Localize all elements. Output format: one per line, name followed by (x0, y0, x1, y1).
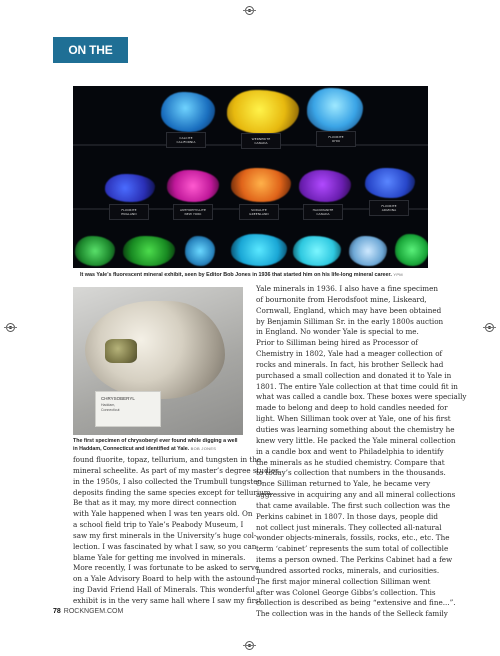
article-line: to today’s collection that numbers in the thousands. (256, 468, 446, 478)
article-line: Once Silliman returned to Yale, he became very (256, 479, 431, 489)
top-photo-caption (80, 271, 440, 279)
article-line: found fluorite, topaz, tellurium, and tungsten in the (73, 455, 262, 464)
article-line: on a Yale Advisory Board to help with the astound- (73, 574, 258, 584)
article-line: purchased a small collection and donated it to Yale in (256, 370, 452, 380)
article-line: blame Yale for getting me involved in minerals. (73, 552, 246, 562)
article-line: not collect just minerals. They collected all-natural (256, 522, 442, 532)
specimen-card-line-1: Haddam, (101, 403, 116, 407)
registration-mark-left (6, 323, 15, 332)
article-line: what was called a candle box. These boxes were specially (256, 392, 467, 402)
article-line: More recently, I was fortunate to be asked to serve (73, 563, 260, 573)
exhibit-label-6: SODALITE GREENLAND (249, 208, 269, 216)
article-line: knew very little. He packed the Yale mineral collection (256, 435, 456, 445)
exhibit-label-5: ANTHOPHYLLITE NEW YORK (180, 208, 206, 216)
article-line: Cornwall, England, which may have been obtained (256, 305, 442, 315)
footer-site: ROCKNGEM.COM (63, 608, 124, 615)
exhibit-label-8: FLUORITE ARIZONA (381, 204, 397, 212)
article-right-column (256, 284, 467, 620)
article-line: the minerals as he studied chemistry. Compare that (256, 457, 445, 467)
left-caption-line-2: in Haddam, Connecticut and identified at Yale. (73, 446, 190, 452)
article-line: items a person owned. The Perkins Cabinet had a few (256, 555, 453, 565)
article-left-column (73, 455, 279, 607)
article-line: rocks and minerals. In fact, his brother Selleck had (256, 359, 444, 369)
page-number: 78 (53, 608, 61, 615)
left-photo-caption (73, 438, 248, 453)
article-line: mineral scheelite. As part of my master’s degree studies (73, 465, 279, 475)
exhibit-label-3: FLUORITE OHIO (328, 135, 344, 143)
exhibit-label-4: FLUORITE ENGLAND (121, 208, 137, 216)
article-line: hundred assorted rocks, minerals, and curiosities. (256, 565, 440, 575)
article-line: by Benjamin Silliman Sr. in the early 1800s auction (256, 316, 444, 326)
article-line: aggressive in acquiring any and all mineral collections (256, 490, 456, 500)
article-line: The collection was in the hands of the Selleck family (256, 609, 448, 619)
article-line: collection is described as being “extensive and fine...”. (256, 598, 456, 608)
article-line: Chemistry in 1802, Yale had a meager collection of (256, 349, 443, 359)
article-line: Be that as it may, my more direct connection (73, 498, 237, 508)
article-line: Perkins cabinet in 1807. In those days, people did (256, 511, 438, 521)
registration-mark-top (245, 6, 254, 15)
article-line: Prior to Silliman being hired as Processor of (256, 338, 418, 348)
fluorescent-exhibit-photo (73, 86, 428, 268)
registration-mark-bottom (245, 641, 254, 650)
article-line: lection. I was fascinated by what I saw, so you can (73, 541, 257, 551)
section-tag: ON THE ROCKS (53, 37, 128, 63)
chrysoberyl-photo (73, 287, 243, 435)
left-photo-credit: BOB JONES (190, 446, 217, 451)
article-line: wonder objects-minerals, fossils, rocks, etc., etc. The (256, 533, 450, 543)
specimen-card-line-2: Connecticut (101, 408, 120, 412)
top-photo-credit: YPM (393, 272, 403, 277)
registration-mark-right (485, 323, 494, 332)
article-line: in England. No wonder Yale is special to me. (256, 327, 419, 337)
article-line: deposits finding the same species except for tellurium. (73, 487, 273, 497)
article-line: a school field trip to Yale’s Peabody Museum, I (73, 520, 244, 530)
article-line: 1801. The entire Yale collection at that time could fit in (256, 381, 458, 391)
page-footer (53, 608, 123, 615)
article-line: in a candle box and went to Philadelphia to identify (256, 446, 444, 456)
left-caption-line-1: The first specimen of chrysoberyl ever found while digging a well (73, 438, 238, 444)
article-line: ing David Friend Hall of Minerals. This wonderful (73, 585, 255, 595)
exhibit-label-7: HACKMANITE CANADA (312, 208, 334, 216)
article-line: The first major mineral collection Silliman went (256, 576, 431, 586)
top-caption-text: It was Yale’s fluorescent mineral exhibit, seen by Editor Bob Jones in 1936 that started him on his life-long mineral career. (80, 272, 392, 278)
article-line: with Yale happened when I was ten years old. On (73, 509, 253, 519)
article-line: after was Colonel George Gibbs’s collection. This (256, 587, 436, 597)
specimen-card-title: CHRYSOBERYL (101, 396, 135, 401)
article-line: light. When Silliman took over at Yale, one of his first (256, 414, 451, 424)
article-line: that came available. The first such collection was the (256, 500, 451, 510)
article-line: in the 1950s, I also collected the Trumbull tungsten (73, 476, 263, 486)
article-line: made to belong and deep to hold candles needed for (256, 403, 448, 413)
article-line: of bournonite from Herodsfoot mine, Liskeard, (256, 294, 427, 304)
article-line: saw my first minerals in the University’s huge col- (73, 530, 257, 540)
article-line: Yale minerals in 1936. I also have a fine specimen (256, 284, 438, 293)
article-line: term ‘cabinet’ represents the sum total of collectible (256, 544, 449, 554)
article-line: exhibit is in the very same hall where I saw my first (73, 595, 262, 605)
exhibit-label-2: WERNERITE CANADA (251, 137, 271, 145)
article-line: duties was learning something about the chemistry he (256, 424, 455, 434)
exhibit-label-1: CALCITE CALIFORNIA (176, 136, 196, 144)
